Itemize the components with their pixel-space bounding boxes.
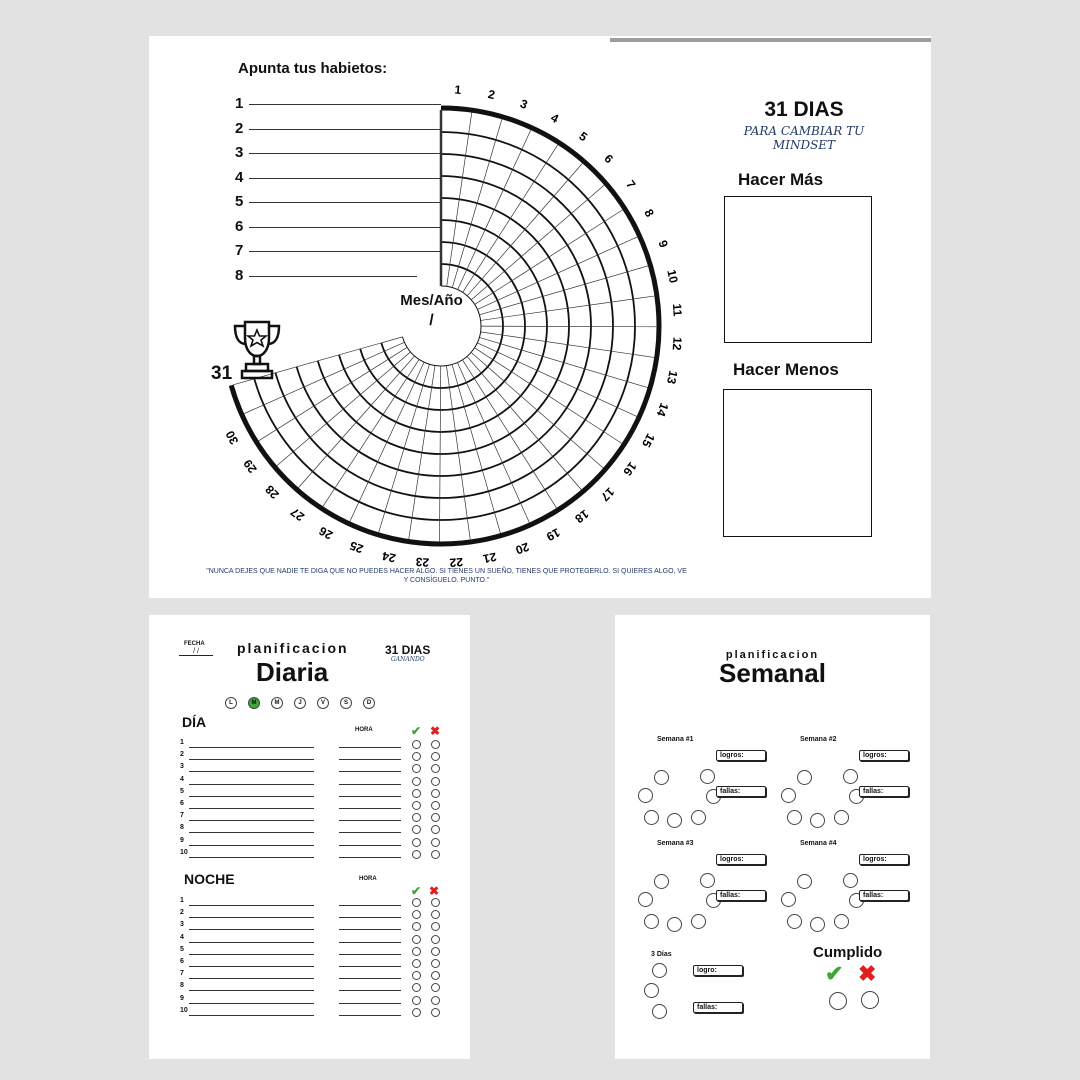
row-number: 2 [180, 909, 184, 917]
row-number: 10 [180, 848, 188, 856]
box-more-label: Hacer Más [738, 170, 824, 189]
day-label: 30 [222, 428, 242, 447]
daily-kicker: planificacion [237, 640, 349, 656]
day-divider [481, 332, 655, 358]
row-number: 6 [180, 958, 184, 965]
center-month-label: Mes/Año [400, 292, 463, 309]
cross-circle[interactable] [431, 959, 440, 968]
hour-line[interactable] [339, 954, 401, 955]
day-label: 12 [669, 336, 685, 351]
day-label: 6 [601, 151, 617, 167]
hour-label-day: HORA [355, 727, 373, 733]
check-circle[interactable] [412, 764, 421, 773]
habit-line[interactable] [249, 153, 441, 154]
check-circle[interactable] [412, 971, 421, 980]
day-label: 13 [663, 369, 681, 386]
day-label: 25 [347, 538, 366, 557]
task-line[interactable] [189, 808, 314, 809]
day-divider [462, 360, 556, 509]
weekday-S[interactable]: S [340, 697, 352, 709]
week-day-circle[interactable] [638, 788, 653, 803]
cross-circle[interactable] [431, 813, 440, 822]
check-circle[interactable] [412, 850, 421, 859]
row-number: 7 [180, 970, 184, 978]
habit-number: 7 [235, 242, 244, 259]
task-line[interactable] [189, 954, 314, 955]
day-divider [458, 130, 531, 290]
cross-circle[interactable] [431, 850, 440, 859]
habit-number: 5 [235, 193, 244, 210]
hour-line[interactable] [339, 929, 401, 930]
box-more[interactable] [724, 196, 872, 343]
cross-circle[interactable] [431, 898, 440, 907]
weekday-L[interactable]: L [225, 697, 237, 709]
check-circle[interactable] [412, 838, 421, 847]
habit-number: 1 [235, 95, 244, 112]
tracker-title: 31 DIAS [764, 98, 844, 121]
hour-line[interactable] [339, 759, 401, 760]
row-number: 9 [180, 836, 184, 844]
day-label: 18 [572, 506, 592, 526]
hour-line[interactable] [339, 747, 401, 748]
box-less-label: Hacer Menos [733, 360, 839, 379]
hour-line[interactable] [339, 796, 401, 797]
habit-number: 2 [235, 119, 244, 137]
day-label: 3 [518, 96, 530, 112]
three-day-circle[interactable] [652, 963, 667, 978]
check-circle[interactable] [412, 777, 421, 786]
row-number: 7 [180, 812, 184, 820]
day-label: 7 [623, 177, 639, 192]
task-line[interactable] [189, 845, 314, 846]
day-label: 10 [664, 268, 681, 285]
fallas-field[interactable]: fallas: [693, 1002, 743, 1013]
task-line[interactable] [189, 832, 314, 833]
habits-title: Apunta tus habietos: [238, 60, 388, 77]
weekday-J[interactable]: J [294, 697, 306, 709]
week-day-circle[interactable] [797, 770, 812, 785]
weekly-planner-sheet [615, 615, 930, 1059]
day-divider [477, 343, 637, 417]
row-number: 10 [180, 1006, 188, 1014]
cross-circle[interactable] [431, 996, 440, 1005]
row-number: 2 [180, 751, 184, 759]
cross-circle[interactable] [431, 971, 440, 980]
day-divider [447, 112, 472, 286]
week-day-circle[interactable] [700, 769, 715, 784]
task-line[interactable] [189, 917, 314, 918]
logros-field[interactable]: logros: [716, 854, 766, 865]
check-icon: ✔ [825, 961, 844, 986]
day-label: 23 [415, 554, 430, 570]
day-divider [452, 364, 501, 533]
habit-line[interactable] [249, 227, 441, 228]
week-day-circle[interactable] [797, 874, 812, 889]
quote-text: "NUNCA DEJES QUE NADIE TE DIGA QUE NO PUEDES HACER ALGO. SI TIENES UN SUEÑO, TIENES QUE PROTEGERLO. SI QUIERES ALGO, VE Y CONSÍGUELO. PUNTO." [206, 568, 687, 584]
task-line[interactable] [189, 966, 314, 967]
box-less[interactable] [723, 389, 872, 537]
check-icon: ✔ [411, 884, 422, 898]
logros-field[interactable]: logros: [859, 750, 909, 761]
week-title: Semana #2 [800, 736, 837, 743]
weekly-title: Semanal [719, 658, 826, 688]
habit-line[interactable] [249, 104, 441, 105]
week-day-circle[interactable] [843, 769, 858, 784]
check-circle[interactable] [412, 959, 421, 968]
row-number: 4 [180, 933, 184, 941]
habit-number: 6 [235, 217, 244, 235]
check-circle[interactable] [412, 1008, 421, 1017]
cross-circle[interactable] [431, 777, 440, 786]
week-day-circle[interactable] [834, 914, 849, 929]
task-line[interactable] [189, 1015, 314, 1016]
check-circle[interactable] [412, 898, 421, 907]
cross-circle[interactable] [431, 983, 440, 992]
task-line[interactable] [189, 942, 314, 943]
row-number: 4 [180, 775, 184, 783]
hour-line[interactable] [339, 820, 401, 821]
task-line[interactable] [189, 857, 314, 858]
task-line[interactable] [189, 771, 314, 772]
week-day-circle[interactable] [644, 914, 659, 929]
cross-icon: ✖ [430, 724, 441, 738]
day-divider [475, 348, 623, 444]
day-label: 9 [655, 238, 671, 250]
check-circle[interactable] [412, 935, 421, 944]
day-divider [457, 362, 529, 523]
day-label: 5 [576, 129, 591, 145]
day-divider [409, 366, 435, 540]
logro-field[interactable]: logro: [693, 965, 743, 976]
cross-circle[interactable] [431, 947, 440, 956]
habit-number: 8 [235, 266, 244, 284]
check-circle[interactable] [412, 825, 421, 834]
daily-brand: 31 DIAS [385, 643, 431, 657]
hour-line[interactable] [339, 966, 401, 967]
fallas-field[interactable]: fallas: [716, 786, 766, 797]
hour-line[interactable] [339, 771, 401, 772]
cross-circle[interactable] [431, 910, 440, 919]
weekday-V[interactable]: V [317, 697, 329, 709]
daily-planner-sheet [149, 615, 470, 1059]
day-divider [481, 296, 655, 320]
habit-line[interactable] [249, 202, 441, 203]
row-number: 5 [180, 787, 184, 795]
day-label: 1 [454, 82, 462, 97]
day-label: 29 [240, 456, 260, 476]
week-day-circle[interactable] [810, 813, 825, 828]
cross-circle[interactable] [431, 752, 440, 761]
week-day-circle[interactable] [810, 917, 825, 932]
task-line[interactable] [189, 796, 314, 797]
day-label: 2 [486, 87, 497, 103]
hour-line[interactable] [339, 1015, 401, 1016]
week-day-circle[interactable] [781, 788, 796, 803]
day-divider [475, 210, 623, 305]
date-label: FECHA [184, 641, 205, 647]
week-day-circle[interactable] [654, 770, 669, 785]
weekday-M[interactable]: M [248, 697, 260, 709]
week-day-circle[interactable] [787, 810, 802, 825]
hour-label-night: HORA [359, 876, 377, 882]
hour-line[interactable] [339, 978, 401, 979]
daily-title: Diaria [256, 657, 329, 687]
row-number: 8 [180, 824, 184, 832]
cross-circle[interactable] [431, 801, 440, 810]
week-day-circle[interactable] [667, 813, 682, 828]
row-number: 3 [180, 763, 184, 771]
week-day-circle[interactable] [654, 874, 669, 889]
day-label: 20 [513, 539, 532, 558]
task-line[interactable] [189, 905, 314, 906]
week-day-circle[interactable] [667, 917, 682, 932]
day-label: 19 [544, 525, 563, 544]
day-label: 14 [653, 400, 672, 419]
habit-tracker-sheet [149, 36, 931, 598]
task-line[interactable] [189, 747, 314, 748]
day-divider [479, 266, 648, 315]
weekly-kicker: planificacion [725, 649, 820, 661]
cross-circle[interactable] [431, 922, 440, 931]
cross-circle[interactable] [431, 740, 440, 749]
cross-circle[interactable] [431, 935, 440, 944]
week-day-circle[interactable] [638, 892, 653, 907]
task-line[interactable] [189, 978, 314, 979]
hour-line[interactable] [339, 845, 401, 846]
week-day-circle[interactable] [843, 873, 858, 888]
cross-circle[interactable] [431, 764, 440, 773]
cross-circle[interactable] [431, 838, 440, 847]
habit-number: 4 [235, 168, 244, 186]
tracker-subtitle: PARA CAMBIAR TU MINDSET [743, 124, 865, 152]
check-circle[interactable] [412, 801, 421, 810]
check-circle[interactable] [412, 740, 421, 749]
habit-line[interactable] [249, 129, 441, 130]
day-label: 8 [641, 206, 657, 220]
daily-brand-sub: GANANDO [391, 656, 425, 663]
week-day-circle[interactable] [691, 914, 706, 929]
hour-line[interactable] [339, 990, 401, 991]
section-night: NOCHE [184, 871, 235, 887]
habit-line[interactable] [249, 251, 441, 252]
trophy-icon [229, 318, 285, 382]
week-title: Semana #4 [800, 840, 837, 847]
week-day-circle[interactable] [787, 914, 802, 929]
hour-line[interactable] [339, 1003, 401, 1004]
task-line[interactable] [189, 784, 314, 785]
day-label: 24 [380, 548, 397, 566]
day-divider [463, 144, 558, 292]
check-circle[interactable] [412, 910, 421, 919]
habit-number: 3 [235, 144, 244, 161]
fallas-field[interactable]: fallas: [859, 890, 909, 901]
fallas-field[interactable]: fallas: [859, 786, 909, 797]
hour-line[interactable] [339, 808, 401, 809]
check-circle[interactable] [412, 996, 421, 1005]
week-day-circle[interactable] [691, 810, 706, 825]
day-label: 16 [620, 459, 640, 479]
check-icon: ✔ [411, 724, 422, 738]
row-number: 6 [180, 800, 184, 807]
done-yes-circle[interactable] [829, 992, 847, 1010]
day-label: 15 [638, 431, 658, 450]
check-circle[interactable] [412, 922, 421, 931]
check-circle[interactable] [412, 752, 421, 761]
row-number: 1 [180, 897, 184, 904]
row-number: 5 [180, 945, 184, 953]
day-label: 22 [449, 554, 464, 570]
cross-icon: ✖ [429, 884, 440, 898]
check-circle[interactable] [412, 947, 421, 956]
week-day-circle[interactable] [644, 810, 659, 825]
habit-line[interactable] [249, 178, 441, 179]
center-slash: / [429, 312, 434, 329]
week-day-circle[interactable] [781, 892, 796, 907]
section-day: DÍA [182, 714, 207, 730]
task-line[interactable] [189, 929, 314, 930]
cross-circle[interactable] [431, 1008, 440, 1017]
task-line[interactable] [189, 1003, 314, 1004]
cross-icon: ✖ [858, 961, 877, 986]
day-label: 17 [597, 484, 618, 505]
day-divider [481, 326, 657, 327]
day-label: 27 [287, 504, 308, 525]
row-number: 9 [180, 994, 184, 1002]
hour-line[interactable] [339, 857, 401, 858]
check-circle[interactable] [412, 813, 421, 822]
three-day-circle[interactable] [644, 983, 659, 998]
task-line[interactable] [189, 820, 314, 821]
check-circle[interactable] [412, 789, 421, 798]
day-label: 28 [262, 482, 282, 502]
week-day-circle[interactable] [700, 873, 715, 888]
task-line[interactable] [189, 990, 314, 991]
logros-field[interactable]: logros: [859, 854, 909, 865]
cross-circle[interactable] [431, 825, 440, 834]
weekday-M[interactable]: M [271, 697, 283, 709]
end-day-31: 31 [211, 363, 233, 384]
day-label: 11 [669, 303, 685, 317]
cross-circle[interactable] [431, 789, 440, 798]
row-number: 3 [180, 921, 184, 929]
three-day-circle[interactable] [652, 1004, 667, 1019]
row-number: 8 [180, 982, 184, 990]
week-title: Semana #1 [657, 736, 694, 743]
three-days-title: 3 Días [651, 951, 672, 958]
day-label: 4 [548, 110, 562, 127]
day-label: 26 [316, 523, 336, 543]
logros-field[interactable]: logros: [716, 750, 766, 761]
done-no-circle[interactable] [861, 991, 879, 1009]
hour-line[interactable] [339, 832, 401, 833]
week-title: Semana #3 [657, 840, 694, 847]
task-line[interactable] [189, 759, 314, 760]
date-field[interactable]: / / [179, 648, 213, 656]
hour-line[interactable] [339, 917, 401, 918]
fallas-field[interactable]: fallas: [716, 890, 766, 901]
day-divider [477, 237, 637, 310]
week-day-circle[interactable] [834, 810, 849, 825]
hour-line[interactable] [339, 942, 401, 943]
hour-line[interactable] [339, 905, 401, 906]
day-label: 21 [481, 549, 498, 566]
hour-line[interactable] [339, 784, 401, 785]
check-circle[interactable] [412, 983, 421, 992]
weekday-D[interactable]: D [363, 697, 375, 709]
habit-line[interactable] [249, 276, 417, 277]
row-number: 1 [180, 739, 184, 746]
day-divider [350, 362, 424, 522]
done-title: Cumplido [813, 944, 883, 961]
